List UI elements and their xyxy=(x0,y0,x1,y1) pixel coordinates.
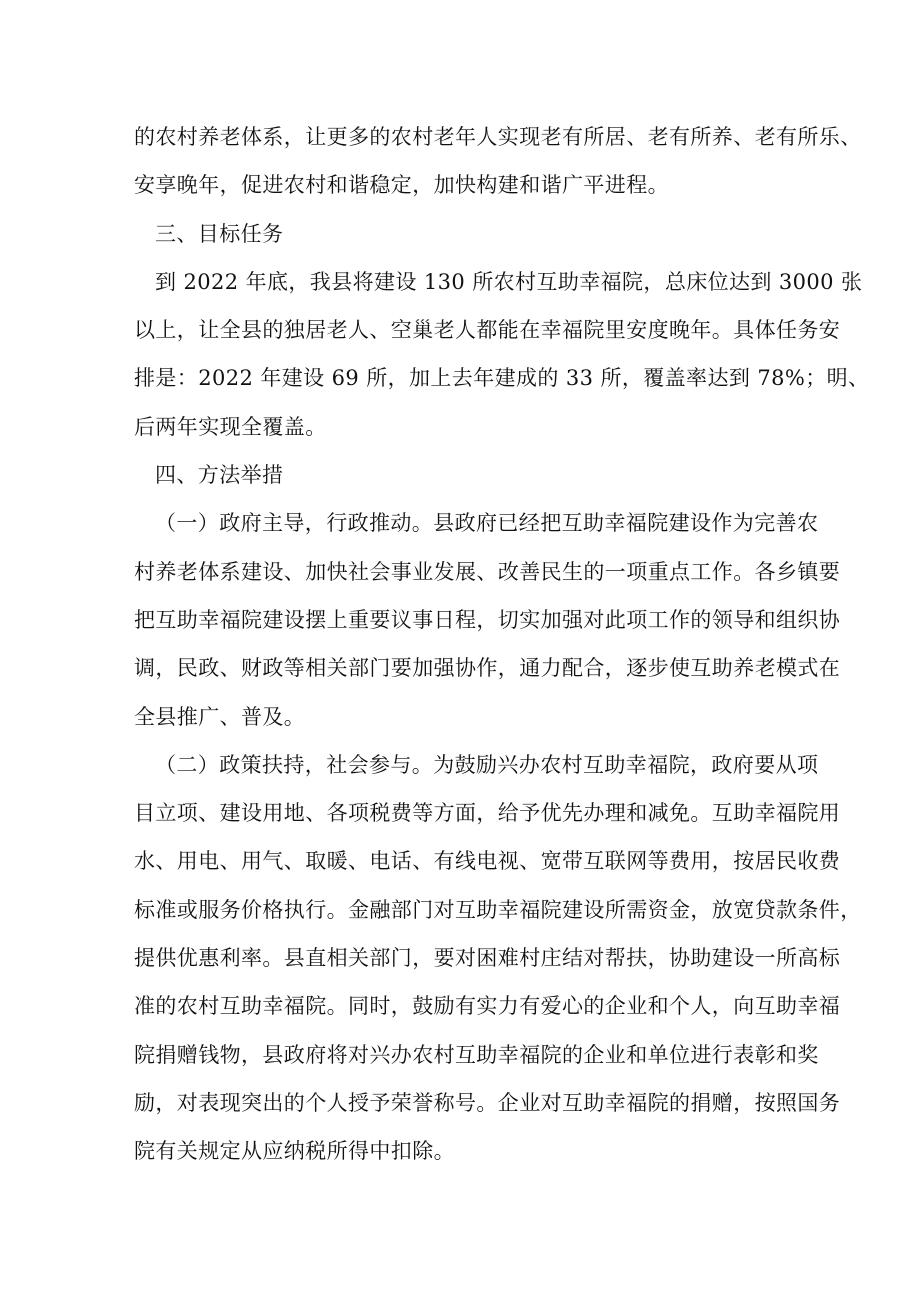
text-line: 把互助幸福院建设摆上重要议事日程，切实加强对此项工作的领导和组织协 xyxy=(134,607,841,632)
text-line: 的农村养老体系，让更多的农村老年人实现老有所居、老有所养、老有所乐、 xyxy=(134,125,862,149)
text-line: 院捐赠钱物，县政府将对兴办农村互助幸福院的企业和单位进行表彰和奖 xyxy=(134,1042,819,1067)
text-line: 标准或服务价格执行。金融部门对互助幸福院建设所需资金，放宽贷款条件， xyxy=(134,897,862,922)
text-line: 安享晚年，促进农村和谐稳定，加快构建和谐广平进程。 xyxy=(134,173,669,198)
text-line: 村养老体系建设、加快社会事业发展、改善民生的一项重点工作。各乡镇要 xyxy=(134,559,841,584)
text-line: 目立项、建设用地、各项税费等方面，给予优先办理和减免。互助幸福院用 xyxy=(134,801,841,826)
text-line: 水、用电、用气、取暖、电话、有线电视、宽带互联网等费用，按居民收费 xyxy=(134,849,841,874)
section-heading-goals: 三、目标任务 xyxy=(155,221,284,246)
text-line: 调，民政、财政等相关部门要加强协作，通力配合，逐步使互助养老模式在 xyxy=(134,656,841,681)
document-body xyxy=(134,113,870,1176)
text-line: 后两年实现全覆盖。 xyxy=(134,414,327,439)
text-line: 院有关规定从应纳税所得中扣除。 xyxy=(134,1139,455,1164)
text-line: （一）政府主导，行政推动。县政府已经把互助幸福院建设作为完善农 xyxy=(155,511,819,536)
text-line: 全县推广、普及。 xyxy=(134,704,306,729)
text-line: 提供优惠利率。县直相关部门，要对困难村庄结对帮扶，协助建设一所高标 xyxy=(134,946,841,971)
text-line: 以上，让全县的独居老人、空巢老人都能在幸福院里安度晚年。具体任务安 xyxy=(134,318,841,343)
text-line: 准的农村互助幸福院。同时，鼓励有实力有爱心的企业和个人，向互助幸福 xyxy=(134,994,841,1019)
text-line: 排是：2022 年建设 69 所，加上去年建成的 33 所，覆盖率达到 78%；明、 xyxy=(134,366,870,391)
section-heading-methods: 四、方法举措 xyxy=(155,463,284,488)
text-line: 到 2022 年底，我县将建设 130 所农村互助幸福院，总床位达到 3000 张 xyxy=(155,269,863,294)
text-line: 励，对表现突出的个人授予荣誉称号。企业对互助幸福院的捐赠，按照国务 xyxy=(134,1090,841,1115)
text-line: （二）政策扶持，社会参与。为鼓励兴办农村互助幸福院，政府要从项 xyxy=(155,752,819,777)
